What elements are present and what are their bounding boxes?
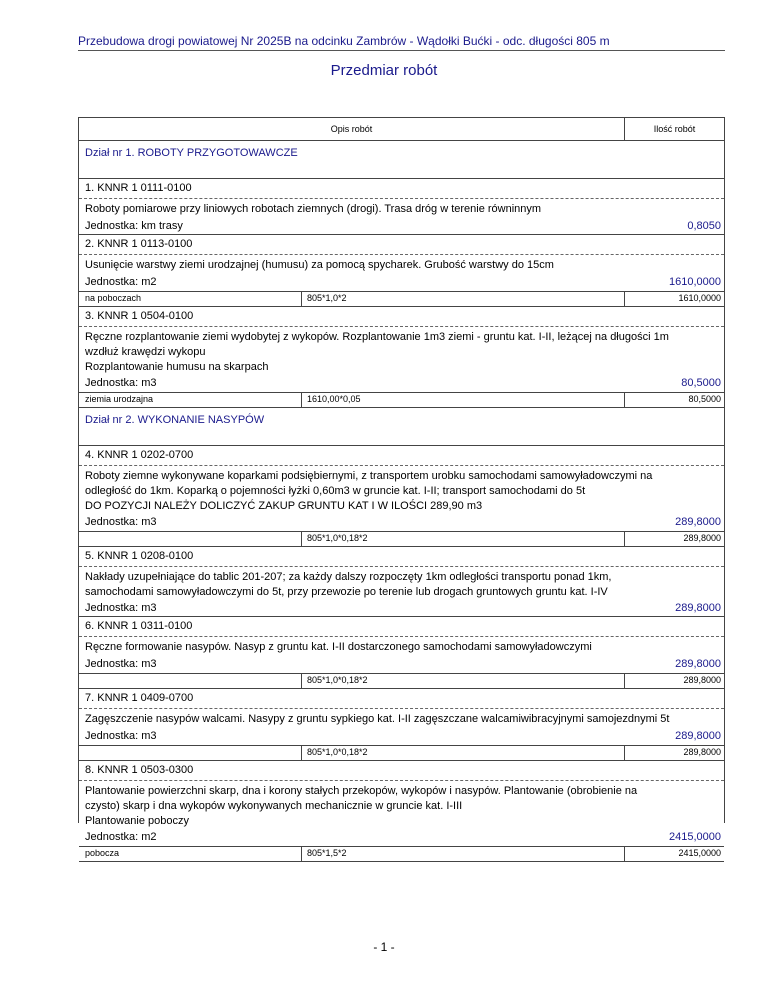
item-unit-row	[79, 656, 724, 673]
item-code: 7. KNNR 1 0409-0700	[79, 689, 724, 709]
item-unit-row	[79, 375, 724, 392]
item-quantity: 289,8000	[675, 602, 721, 614]
item-unit-row	[79, 218, 724, 235]
measurement-formula: 805*1,0*2	[307, 293, 347, 303]
item-unit-row	[79, 274, 724, 291]
measurement-value: 2415,0000	[678, 848, 721, 858]
page-number: - 1 -	[373, 940, 395, 954]
item-description-line: Roboty ziemne wykonywane koparkami podsiębiernymi, z transportem urobku samochodami samowyładowczymi na	[85, 470, 653, 482]
item-description-line: Plantowanie powierzchni skarp, dna i korony stałych przekopów, wykopów i nasypów. Plantowanie (obrobienie na	[85, 785, 638, 797]
item-description-line: Nakłady uzupełniające do tablic 201-207; za każdy dalszy rozpoczęty 1km odległości transportu ponad 1km,	[85, 571, 612, 583]
item-quantity: 2415,0000	[669, 831, 721, 843]
item-description-line: czysto) skarp i dna wykopów wykonywanych mechanicznie w gruncie kat. I-III	[85, 800, 463, 812]
section-heading: Dział nr 1. ROBOTY PRZYGOTOWAWCZE	[79, 141, 724, 179]
item-description	[79, 567, 724, 600]
measurement-value: 80,5000	[688, 394, 721, 404]
item-code: 2. KNNR 1 0113-0100	[79, 235, 724, 255]
item-description: Zagęszczenie nasypów walcami. Nasypy z gruntu sypkiego kat. I-II zagęszczane walcamiwibracyjnymi samojezdnymi 5t	[85, 713, 670, 725]
item-description-line: samochodami samowyładowczymi do 5t, przy przewozie po terenie lub drogach gruntowych gruntu kat. I-IV	[85, 586, 608, 598]
measurement-value: 289,8000	[683, 675, 721, 685]
item-unit: Jednostka: m3	[85, 377, 157, 389]
measurement-name: ziemia urodzajna	[85, 394, 154, 404]
measurement-row	[79, 291, 724, 307]
page-title: Przedmiar robót	[330, 62, 438, 79]
item-description: Ręczne formowanie nasypów. Nasyp z gruntu kat. I-II dostarczonego samochodami samowyładowczymi	[85, 641, 592, 653]
item-code: 3. KNNR 1 0504-0100	[79, 307, 724, 327]
item-quantity: 80,5000	[681, 377, 721, 389]
table-item	[79, 179, 724, 235]
item-quantity: 289,8000	[675, 516, 721, 528]
measurement-value: 289,8000	[683, 533, 721, 543]
measurement-row	[79, 846, 724, 862]
item-description-line: Ręczne rozplantowanie ziemi wydobytej z wykopów. Rozplantowanie 1m3 ziemi - gruntu kat. I-II, leżącej na długości 1m	[85, 331, 669, 343]
table-item	[79, 446, 724, 547]
measurement-formula: 805*1,0*0,18*2	[307, 533, 368, 543]
item-description	[79, 327, 724, 375]
item-unit-row	[79, 600, 724, 617]
item-quantity: 289,8000	[675, 730, 721, 742]
item-code: 5. KNNR 1 0208-0100	[79, 547, 724, 567]
item-code: 1. KNNR 1 0111-0100	[79, 179, 724, 199]
item-quantity: 1610,0000	[669, 276, 721, 288]
measurement-formula: 805*1,0*0,18*2	[307, 675, 368, 685]
measurement-value: 1610,0000	[678, 293, 721, 303]
table-item	[79, 235, 724, 307]
item-description-line: odległość do 1km. Koparką o pojemności łyżki 0,60m3 w gruncie kat. I-II; transport samochodami do 5t	[85, 485, 586, 497]
measurement-name: na poboczach	[85, 293, 142, 303]
item-description: Roboty pomiarowe przy liniowych robotach ziemnych (drogi). Trasa dróg w terenie równinnym	[85, 203, 542, 215]
item-description: Usunięcie warstwy ziemi urodzajnej (humusu) za pomocą spycharek. Grubość warstwy do 15cm	[85, 259, 554, 271]
item-code: 8. KNNR 1 0503-0300	[79, 761, 724, 781]
measurement-row	[79, 531, 724, 547]
item-description-line: Rozplantowanie humusu na skarpach	[85, 361, 269, 373]
measurement-formula: 805*1,5*2	[307, 848, 347, 858]
item-unit: Jednostka: m2	[85, 276, 157, 288]
item-description-line: wzdłuż krawędzi wykopu	[85, 346, 206, 358]
item-quantity: 0,8050	[687, 220, 721, 232]
table-item	[79, 761, 724, 862]
item-description	[79, 466, 724, 514]
table-item	[79, 617, 724, 689]
column-header-quantity: Ilość robót	[653, 124, 696, 134]
item-unit: Jednostka: m3	[85, 602, 157, 614]
measurement-row	[79, 745, 724, 761]
column-header-description: Opis robót	[330, 124, 373, 134]
item-code: 6. KNNR 1 0311-0100	[79, 617, 724, 637]
item-unit-row	[79, 829, 724, 846]
item-unit: Jednostka: m3	[85, 516, 157, 528]
measurement-row	[79, 392, 724, 408]
table-item	[79, 307, 724, 408]
item-quantity: 289,8000	[675, 658, 721, 670]
item-unit: Jednostka: m3	[85, 658, 157, 670]
measurement-row	[79, 673, 724, 689]
item-unit: Jednostka: m2	[85, 831, 157, 843]
measurement-formula: 805*1,0*0,18*2	[307, 747, 368, 757]
measurement-value: 289,8000	[683, 747, 721, 757]
bill-of-quantities-table	[78, 117, 725, 858]
item-unit-row	[79, 514, 724, 531]
item-unit-row	[79, 728, 724, 745]
item-unit: Jednostka: m3	[85, 730, 157, 742]
table-item	[79, 689, 724, 761]
column-header-row	[79, 118, 724, 141]
item-code: 4. KNNR 1 0202-0700	[79, 446, 724, 466]
measurement-name: pobocza	[85, 848, 120, 858]
item-description-line: Plantowanie poboczy	[85, 815, 189, 827]
measurement-formula: 1610,00*0,05	[307, 394, 361, 404]
table-item	[79, 547, 724, 617]
item-unit: Jednostka: km trasy	[85, 220, 183, 232]
section-heading: Dział nr 2. WYKONANIE NASYPÓW	[79, 408, 724, 446]
item-description-line: DO POZYCJI NALEŻY DOLICZYĆ ZAKUP GRUNTU KAT I W ILOŚCI 289,90 m3	[85, 500, 483, 512]
document-header: Przebudowa drogi powiatowej Nr 2025B na odcinku Zambrów - Wądołki Bućki - odc. długości 805 m	[78, 34, 725, 51]
item-description	[79, 781, 724, 829]
